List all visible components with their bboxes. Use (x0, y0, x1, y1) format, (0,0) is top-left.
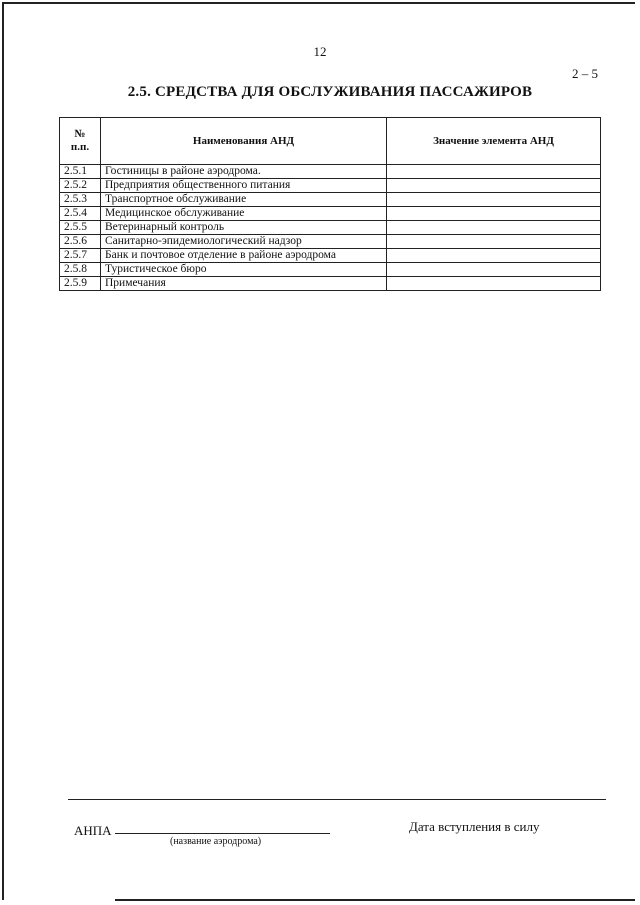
row-number: 2.5.8 (60, 263, 101, 277)
row-name: Санитарно-эпидемиологический надзор (101, 235, 387, 249)
bottom-edge-line (115, 899, 635, 901)
table-row (60, 263, 601, 277)
row-name: Медицинское обслуживание (101, 207, 387, 221)
table-row (60, 249, 601, 263)
page-number: 12 (313, 44, 327, 59)
anpa-label: АНПА (74, 823, 112, 838)
row-name: Гостиницы в районе аэродрома. (101, 165, 387, 179)
row-number: 2.5.3 (60, 193, 101, 207)
row-value (387, 221, 601, 235)
row-value (387, 277, 601, 291)
row-value (387, 193, 601, 207)
table-row (60, 277, 601, 291)
row-number: 2.5.7 (60, 249, 101, 263)
row-number: 2.5.2 (60, 179, 101, 193)
aerodrome-caption: (название аэродрома) (170, 836, 262, 847)
row-value (387, 165, 601, 179)
row-number: 2.5.6 (60, 235, 101, 249)
row-value (387, 263, 601, 277)
table-row (60, 193, 601, 207)
effective-date-label: Дата вступления в силу (409, 819, 540, 834)
table-row (60, 207, 601, 221)
row-name: Примечания (101, 277, 387, 291)
table-row (60, 235, 601, 249)
table-header-row (60, 118, 601, 165)
row-name: Банк и почтовое отделение в районе аэродрома (101, 249, 387, 263)
table-body (60, 165, 601, 291)
and-table (59, 117, 601, 291)
header-number-abbrev: п.п. (70, 141, 90, 153)
row-value (387, 249, 601, 263)
section-title: 2.5. СРЕДСТВА ДЛЯ ОБСЛУЖИВАНИЯ ПАССАЖИРОВ (127, 84, 533, 100)
aerodrome-name-line (115, 833, 330, 834)
table-row (60, 221, 601, 235)
row-number: 2.5.5 (60, 221, 101, 235)
row-name: Ветеринарный контроль (101, 221, 387, 235)
row-name: Туристическое бюро (101, 263, 387, 277)
header-number-symbol: № (74, 128, 86, 140)
row-number: 2.5.4 (60, 207, 101, 221)
row-number: 2.5.1 (60, 165, 101, 179)
section-code: 2 – 5 (572, 66, 598, 81)
header-name: Наименования АНД (101, 118, 387, 165)
footer-divider (68, 799, 606, 800)
row-name: Транспортное обслуживание (101, 193, 387, 207)
header-number (60, 118, 101, 165)
row-number: 2.5.9 (60, 277, 101, 291)
table-row (60, 165, 601, 179)
row-value (387, 179, 601, 193)
row-value (387, 235, 601, 249)
header-value: Значение элемента АНД (387, 118, 601, 165)
row-name: Предприятия общественного питания (101, 179, 387, 193)
table-row (60, 179, 601, 193)
row-value (387, 207, 601, 221)
